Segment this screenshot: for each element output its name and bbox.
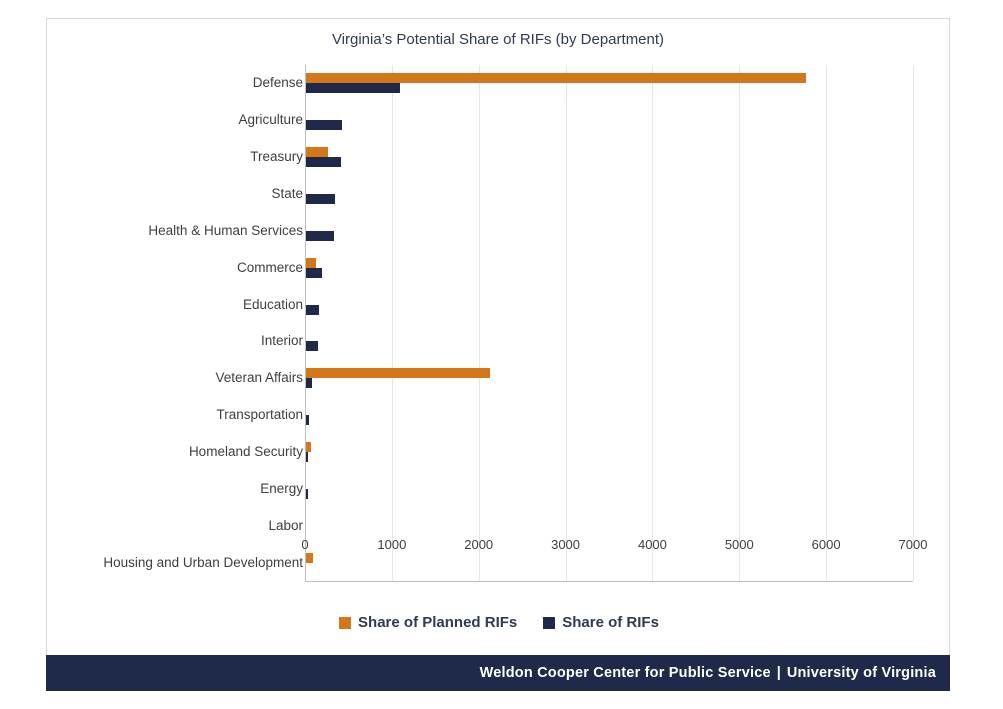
category-label: Transportation <box>216 407 303 423</box>
footer-organization: Weldon Cooper Center for Public Service <box>479 665 771 681</box>
bar-actual[interactable] <box>306 157 341 167</box>
x-tick-label: 6000 <box>811 537 841 552</box>
category-label: State <box>271 186 303 201</box>
gridline <box>652 65 653 581</box>
category-label: Veteran Affairs <box>215 370 303 386</box>
gridline <box>392 65 393 581</box>
plot-wrapper <box>47 65 951 595</box>
category-label: Housing and Urban Development <box>103 554 303 570</box>
category-axis-labels <box>47 65 303 581</box>
x-axis-tick-labels <box>301 537 928 557</box>
bar-planned[interactable] <box>306 147 328 157</box>
x-tick-label: 7000 <box>898 537 928 552</box>
category-label: Treasury <box>250 149 303 165</box>
bar-actual[interactable] <box>306 305 319 315</box>
legend-item-planned[interactable] <box>339 614 517 631</box>
x-tick-label: 4000 <box>637 537 667 552</box>
bar-actual[interactable] <box>306 415 309 425</box>
legend-swatch-actual <box>543 617 555 629</box>
x-tick-label: 2000 <box>464 537 494 552</box>
footer-bar <box>46 655 950 691</box>
x-tick-label: 1000 <box>377 537 407 552</box>
bar-planned[interactable] <box>306 73 806 83</box>
x-axis-line <box>305 581 913 582</box>
bar-actual[interactable] <box>306 194 335 204</box>
category-label: Homeland Security <box>188 444 303 459</box>
category-label: Education <box>242 296 303 312</box>
bar-actual[interactable] <box>306 378 312 388</box>
category-label: Energy <box>260 480 303 496</box>
category-label: Agriculture <box>238 112 303 128</box>
bar-planned[interactable] <box>306 368 490 378</box>
category-label: Health & Human Services <box>148 222 303 238</box>
category-label: Labor <box>268 517 303 533</box>
gridline <box>739 65 740 581</box>
bar-planned[interactable] <box>306 442 311 452</box>
category-label: Commerce <box>236 259 303 275</box>
legend-swatch-planned <box>339 617 351 629</box>
gridline <box>479 65 480 581</box>
gridline <box>305 65 306 581</box>
bar-actual[interactable] <box>306 452 308 462</box>
gridline <box>913 65 914 581</box>
x-tick-label: 5000 <box>724 537 754 552</box>
footer-university: University of Virginia <box>786 665 936 681</box>
bar-actual[interactable] <box>306 231 334 241</box>
x-tick-label: 0 <box>301 537 309 552</box>
category-label: Defense <box>252 75 303 91</box>
bar-actual[interactable] <box>306 83 400 93</box>
legend-label-planned: Share of Planned RIFs <box>358 614 518 631</box>
legend-label-actual: Share of RIFs <box>562 614 659 631</box>
chart-title: Virginia’s Potential Share of RIFs (by Department) <box>331 31 665 48</box>
bar-planned[interactable] <box>306 258 316 268</box>
footer-separator: | <box>776 665 781 681</box>
gridline <box>566 65 567 581</box>
bar-actual[interactable] <box>306 120 342 130</box>
chart-card <box>46 18 950 691</box>
gridline <box>826 65 827 581</box>
chart-legend <box>47 614 951 631</box>
bar-actual[interactable] <box>306 268 322 278</box>
x-tick-label: 3000 <box>551 537 581 552</box>
legend-item-actual[interactable] <box>543 614 659 631</box>
plot-area <box>305 65 913 581</box>
bar-actual[interactable] <box>306 341 318 351</box>
category-label: Interior <box>260 333 303 349</box>
bar-actual[interactable] <box>306 489 308 499</box>
